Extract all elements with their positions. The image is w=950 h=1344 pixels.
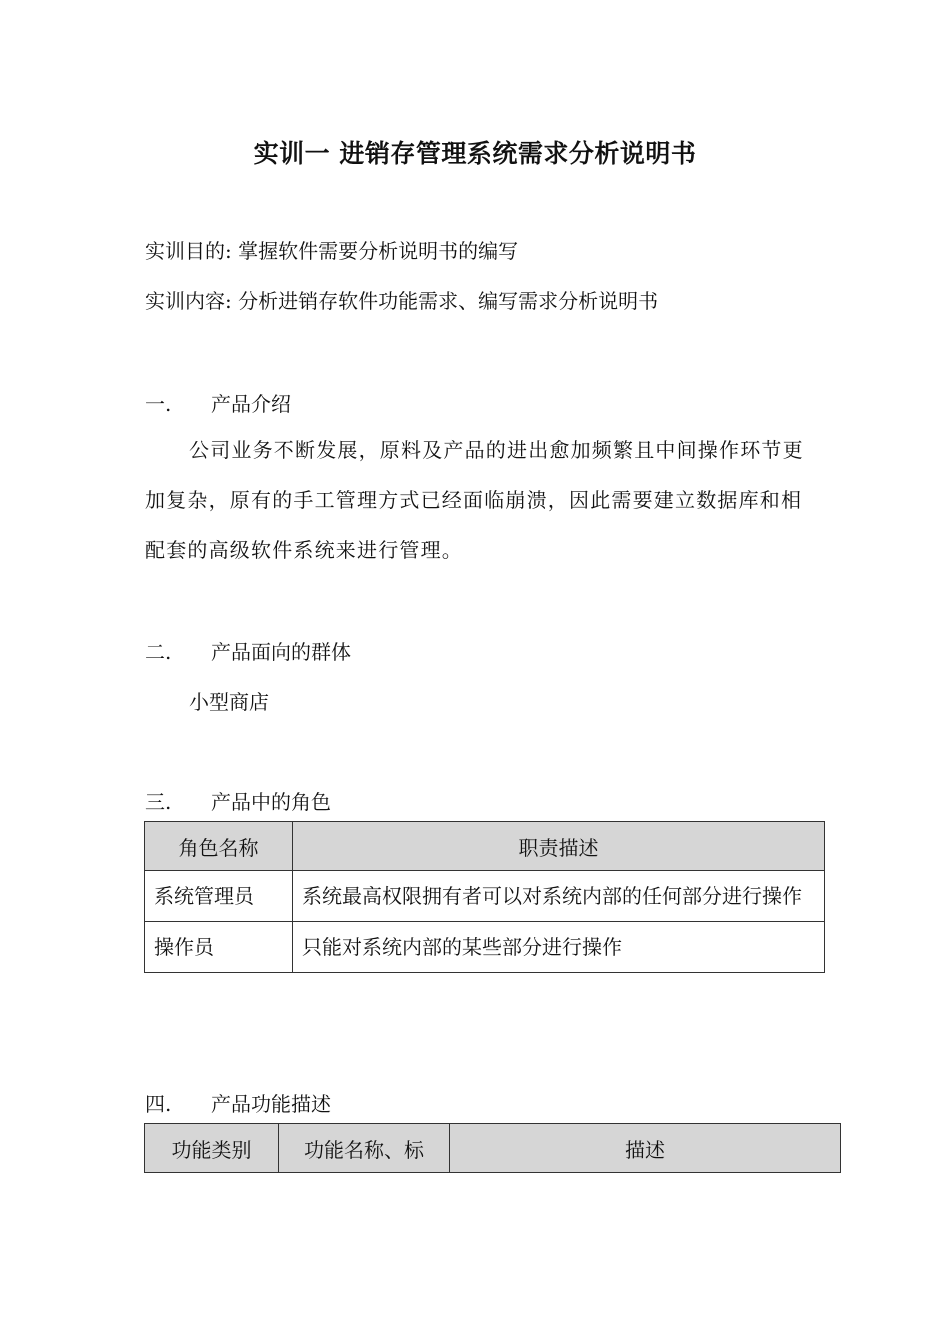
role-desc-cell: 系统最高权限拥有者可以对系统内部的任何部分进行操作 [293,871,825,922]
training-purpose: 实训目的: 掌握软件需要分析说明书的编写 [145,239,519,263]
section-heading-2 [145,636,351,665]
section-body-1: 公司业务不断发展，原料及产品的进出愈加频繁且中间操作环节更加复杂，原有的手工管理方式已经面临崩溃，因此需要建立数据库和相配套的高级软件系统来进行管理。 [145,438,804,562]
table-header-row [145,1124,841,1173]
table-row [145,922,825,973]
section-number: 三. [145,790,172,814]
section-heading-4 [145,1088,331,1117]
document-title: 实训一 进销存管理系统需求分析说明书 [253,139,697,168]
table-row [145,871,825,922]
role-desc-cell: 只能对系统内部的某些部分进行操作 [293,922,825,973]
section-title: 产品功能描述 [211,1092,331,1116]
section-number: 一. [145,392,172,416]
header-description: 描述 [450,1124,841,1173]
functions-table [144,1123,841,1173]
header-role-name: 角色名称 [145,822,293,871]
section-body-2: 小型商店 [189,690,269,714]
header-function-name: 功能名称、标 [279,1124,450,1173]
section-title: 产品介绍 [211,392,291,416]
section-title: 产品中的角色 [211,790,331,814]
header-function-category: 功能类别 [145,1124,279,1173]
header-responsibility: 职责描述 [293,822,825,871]
role-name-cell: 操作员 [145,922,293,973]
training-content: 实训内容: 分析进销存软件功能需求、编写需求分析说明书 [145,289,659,313]
roles-table [144,821,825,973]
section-number: 四. [145,1092,172,1116]
role-name-cell: 系统管理员 [145,871,293,922]
section-number: 二. [145,640,172,664]
section-title: 产品面向的群体 [211,640,351,664]
table-header-row [145,822,825,871]
section-heading-1 [145,388,291,417]
section-heading-3 [145,786,331,815]
